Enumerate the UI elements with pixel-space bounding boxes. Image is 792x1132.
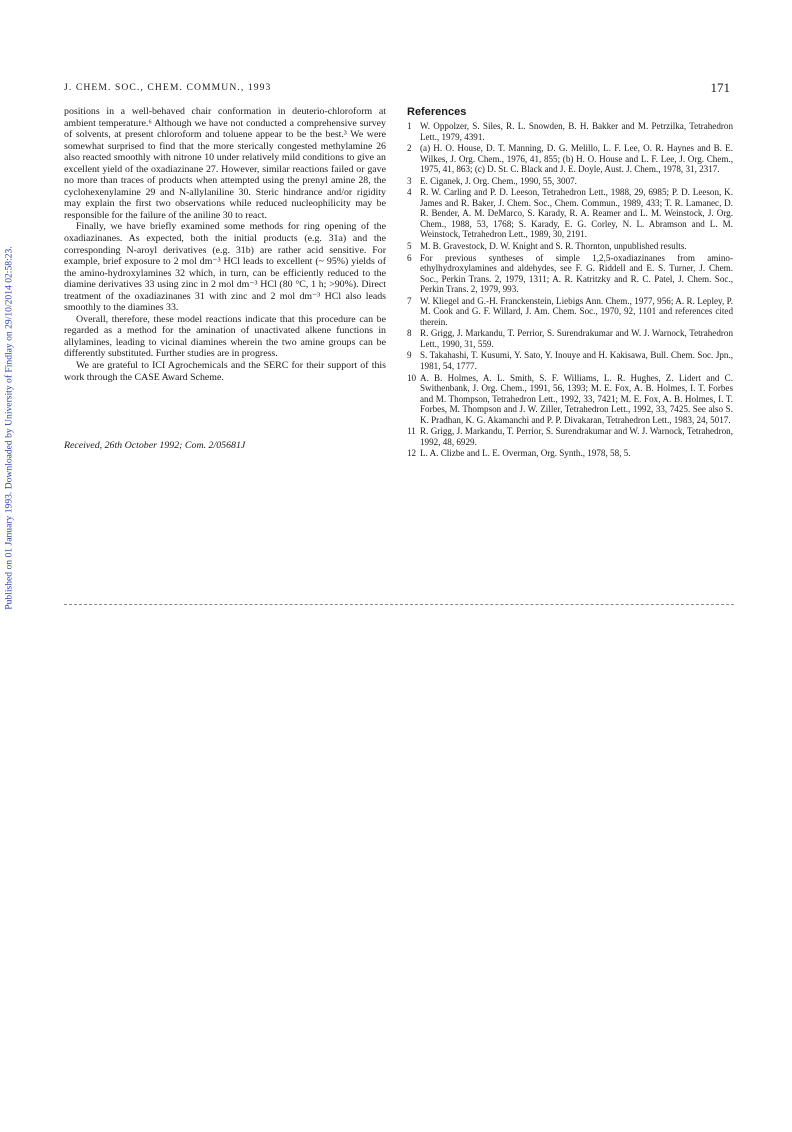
- reference-number: 5: [407, 241, 412, 252]
- reference-number: 4: [407, 187, 412, 198]
- reference-number: 7: [407, 295, 412, 306]
- reference-item: [407, 350, 733, 371]
- reference-number: 11: [407, 426, 416, 437]
- reference-item: [407, 143, 733, 175]
- reference-number: 1: [407, 121, 412, 131]
- reference-text: For previous syntheses of simple 1,2,5-oxadiazinanes from amino-ethylhydroxylamines and aldehydes, see F. G. Riddell and E. S. Turner, J. Chem. Soc., Perkin Trans. 2, 1979, 1311; A. R. Katritzky and R. C. Patel, J. Chem. Soc., Perkin Trans. 2, 1979, 993.: [420, 252, 733, 295]
- reference-number: 8: [407, 328, 412, 339]
- reference-number: 3: [407, 175, 412, 186]
- reference-text: S. Takahashi, T. Kusumi, Y. Sato, Y. Inouye and H. Kakisawa, Bull. Chem. Soc. Jpn., 1981, 54, 1777.: [420, 350, 733, 372]
- received-line: Received, 26th October 1992; Com. 2/05681J: [64, 440, 246, 452]
- body-paragraph: Finally, we have briefly examined some methods for ring opening of the oxadiazinanes. As expected, both the initial products (e.g. 31a) and the corresponding N-aroyl derivatives (e.g. 31b) are rather acid sensitive. For example, brief exposure to 2 mol dm⁻³ HCl leads to excellent (~ 95%) yields of the amino-hydroxylamines 32 which, in turn, can be efficiently reduced to the diamine derivatives 33 using zinc in 2 mol dm⁻³ HCl (80 °C, 1 h; >90%). Direct treatment of the oxadiazinanes 31 with zinc and 2 mol dm⁻³ HCl also leads smoothly to the diamines 33.: [64, 221, 386, 314]
- reference-text: (a) H. O. House, D. T. Manning, D. G. Melillo, L. F. Lee, O. R. Haynes and B. E. Wilkes, J. Org. Chem., 1976, 41, 855; (b) H. O. House and L. F. Lee, J. Org. Chem., 1975, 41, 863; (c) D. St. C. Black and J. E. Doyle, Aust. J. Chem., 1978, 31, 2317.: [420, 143, 733, 175]
- reference-item: [407, 373, 733, 426]
- reference-number: 10: [407, 372, 417, 383]
- reference-text: E. Ciganek, J. Org. Chem., 1990, 55, 3007.: [420, 175, 577, 186]
- download-provenance-note: [1, 168, 17, 688]
- reference-list: [407, 121, 733, 459]
- reference-item: [407, 448, 733, 459]
- reference-item: [407, 241, 733, 252]
- provenance-text: Published on 01 January 1993. Downloaded by University of Findlay on 29/10/2014 02:58:23.: [3, 246, 15, 610]
- reference-item: [407, 176, 733, 187]
- reference-item: [407, 328, 733, 349]
- reference-item: [407, 426, 733, 447]
- running-head: J. CHEM. SOC., CHEM. COMMUN., 1993: [64, 82, 272, 93]
- reference-number: 9: [407, 350, 412, 361]
- references-heading: References: [407, 106, 467, 118]
- reference-text: R. Grigg, J. Markandu, T. Perrior, S. Surendrakumar and W. J. Warnock, Tetrahedron Lett., 1990, 31, 559.: [420, 328, 733, 349]
- reference-text: M. B. Gravestock, D. W. Knight and S. R. Thornton, unpublished results.: [420, 241, 687, 252]
- body-column: [64, 106, 386, 452]
- references-column: [407, 106, 733, 460]
- reference-text: R. W. Carling and P. D. Leeson, Tetrahedron Lett., 1988, 29, 6985; P. D. Leeson, K. James and R. Baker, J. Chem. Soc., Chem. Commun., 1989, 433; T. R. Lamanec, D. R. Bender, A. M. DeMarco, S. Karady, R. A. Reamer and L. M. Weinstock, J. Org. Chem., 1988, 53, 1768; S. Karady, E. G. Corley, N. L. Abramson and L. M. Weinstock, Tetrahedron Lett., 1989, 30, 2191.: [420, 187, 733, 240]
- page-number: 171: [710, 80, 730, 95]
- reference-number: 2: [407, 143, 412, 154]
- reference-text: W. Kliegel and G.-H. Franckenstein, Liebigs Ann. Chem., 1977, 956; A. R. Lepley, P. M. Cook and G. F. Willard, J. Am. Chem. Soc., 1970, 92, 1101 and references cited therein.: [420, 295, 733, 327]
- reference-item: [407, 187, 733, 240]
- acknowledgement-paragraph: We are grateful to ICI Agrochemicals and the SERC for their support of this work through the CASE Award Scheme.: [64, 360, 386, 383]
- reference-text: R. Grigg, J. Markandu, T. Perrior, S. Surendrakumar and W. J. Warnock, Tetrahedron, 1992, 48, 6929.: [420, 426, 733, 447]
- reference-item: [407, 253, 733, 295]
- reference-item: [407, 121, 733, 142]
- reference-number: 12: [407, 448, 417, 459]
- body-paragraph: positions in a well-behaved chair conformation in deuterio-chloroform at ambient temperature.⁶ Although we have not conducted a comprehensive survey of solvents, at present chloroform and toluene appear to be the best.³ We were somewhat surprised to find that the more sterically congested methylamine 26 also reacted smoothly with nitrone 10 under relatively mild conditions to give an excellent yield of the oxadiazinane 27. However, similar reactions failed or gave no more than traces of products when attempted using the prenyl amine 28, the cyclohexenylamine 29 and N-allylaniline 30. Steric hindrance and/or rigidity may explain the first two observations while reduced nucleophilicity may be responsible for the failure of the aniline 30 to react.: [64, 106, 386, 221]
- reference-text: L. A. Clizbe and L. E. Overman, Org. Synth., 1978, 58, 5.: [420, 448, 631, 459]
- reference-number: 6: [407, 252, 412, 263]
- reference-text: W. Oppolzer, S. Siles, R. L. Snowden, B. H. Bakker and M. Petrzilka, Tetrahedron Lett., 1979, 4391.: [420, 121, 733, 142]
- reference-item: [407, 296, 733, 328]
- reference-text: A. B. Holmes, A. L. Smith, S. F. Williams, L. R. Hughes, Z. Lidert and C. Swithenbank, J. Org. Chem., 1991, 56, 1393; M. E. Fox, A. B. Holmes, I. T. Forbes and M. Thompson, Tetrahedron Lett., 1992, 33, 7421; M. E. Fox, A. B. Holmes, I. T. Forbes, M. Thompson and J. W. Ziller, Tetrahedron Lett., 1992, 33, 7425. See also S. K. Pradhan, K. G. Akamanchi and P. P. Divakaran, Tetrahedron Lett., 1983, 24, 5017.: [420, 372, 733, 425]
- page-bottom-rule: [64, 604, 734, 605]
- body-paragraph: Overall, therefore, these model reactions indicate that this procedure can be regarded as a method for the amination of unactivated alkene functions in allylamines, leading to vicinal diamines wherein the two amine groups can be differently substituted. Further studies are in progress.: [64, 313, 386, 360]
